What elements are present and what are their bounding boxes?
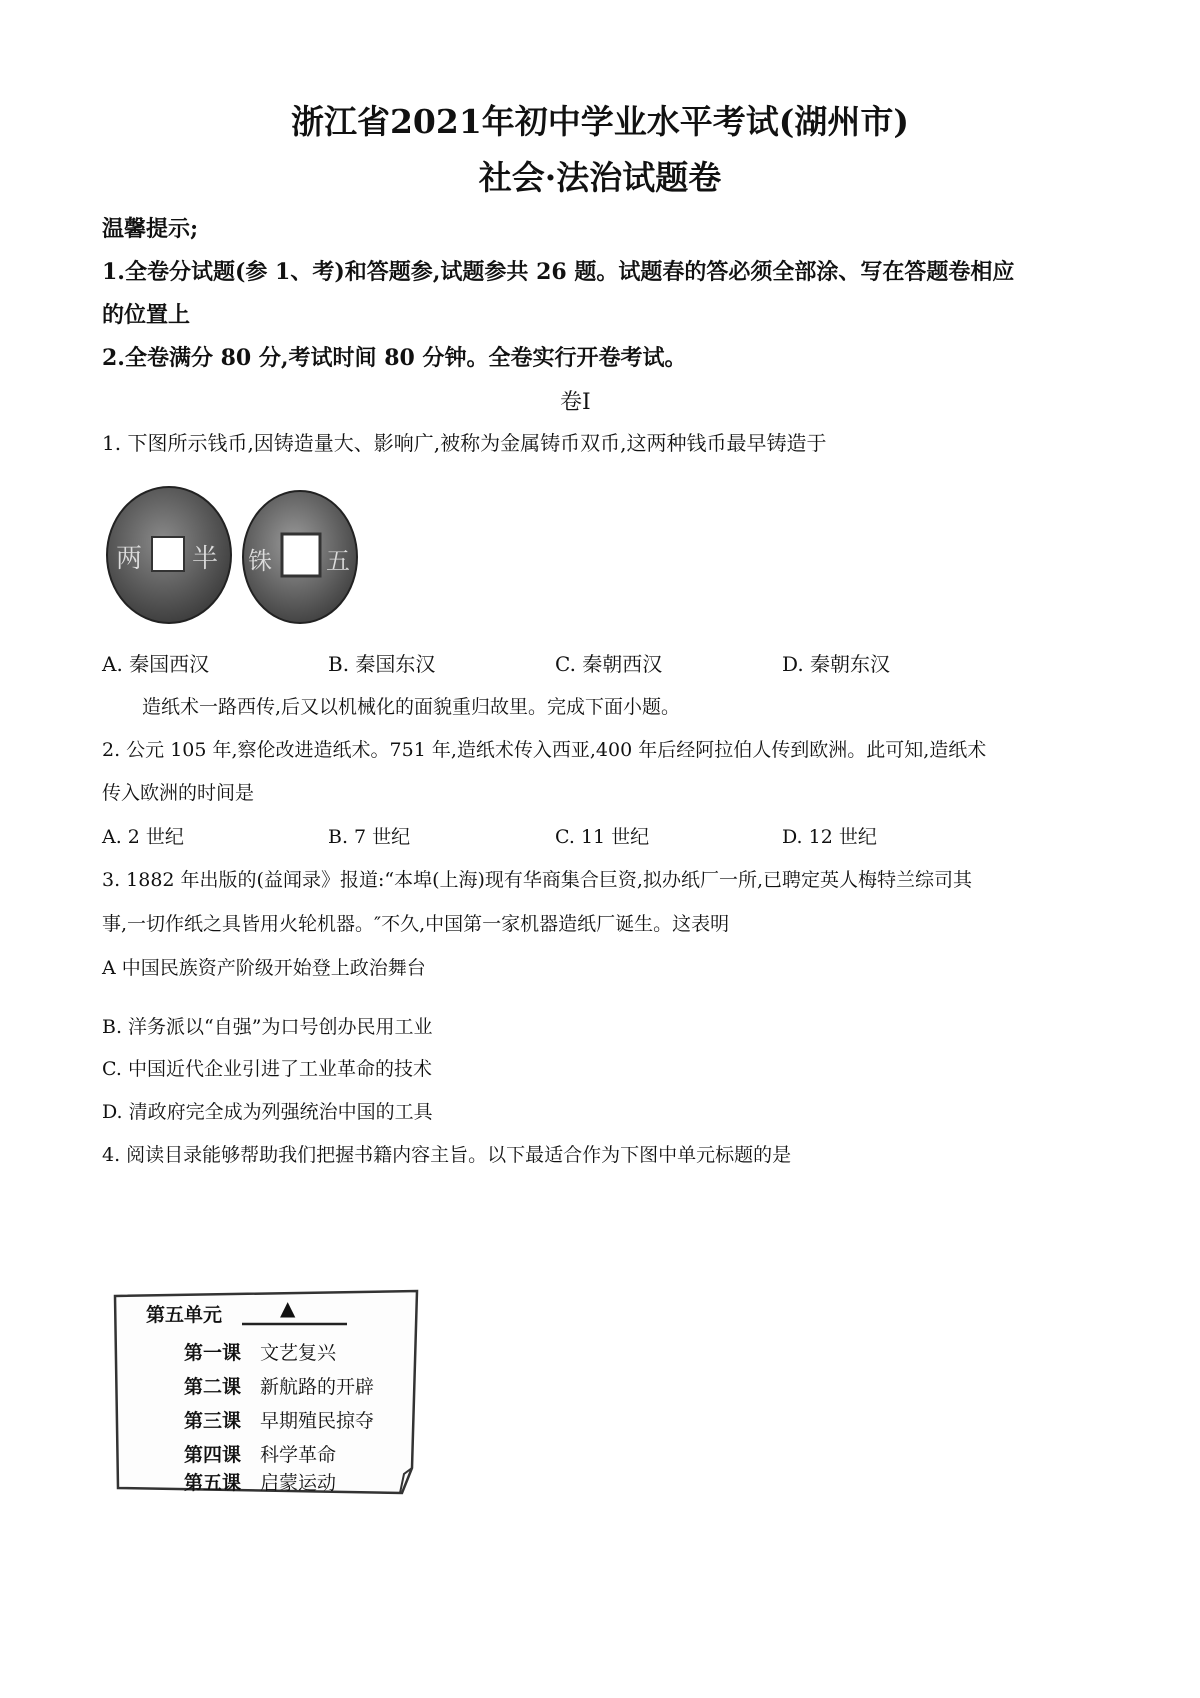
q3-option-a[interactable]: A 中国民族资产阶级开始登上政治舞台 xyxy=(102,957,426,979)
q2-line-1: 2. 公元 105 年,察伦改进造纸术。751 年,造纸术传入西亚,400 年后经阿拉伯人传到欧洲。此可知,造纸术 xyxy=(102,739,987,761)
q1-option-c[interactable]: C. 秦朝西汉 xyxy=(555,652,663,676)
paper-intro: 造纸术一路西传,后又以机械化的面貌重归故里。完成下面小题。 xyxy=(142,696,681,718)
q3-line-2: 事,一切作纸之具皆用火轮机器。″不久,中国第一家机器造纸厂诞生。这表明 xyxy=(102,913,730,935)
svg-text:铢: 铢 xyxy=(248,547,272,575)
toc-lesson-2-number: 第二课 xyxy=(184,1376,242,1398)
section-label: 卷Ⅰ xyxy=(560,390,591,415)
toc-lesson-1-name: 文艺复兴 xyxy=(260,1342,337,1364)
toc-lesson-4-number: 第四课 xyxy=(184,1444,242,1466)
q3-option-d[interactable]: D. 清政府完全成为列强统治中国的工具 xyxy=(102,1101,433,1123)
q4-text: 4. 阅读目录能够帮助我们把握书籍内容主旨。以下最适合作为下图中单元标题的是 xyxy=(102,1144,792,1166)
toc-lesson-4-name: 科学革命 xyxy=(260,1444,337,1466)
toc-lesson-2-name: 新航路的开辟 xyxy=(260,1376,375,1398)
svg-text:两: 两 xyxy=(116,544,143,574)
q2-option-c[interactable]: C. 11 世纪 xyxy=(555,826,650,848)
q2-option-d[interactable]: D. 12 世纪 xyxy=(782,826,877,848)
exam-title: 浙江省2021年初中学业水平考试(湖州市) xyxy=(290,102,910,141)
toc-lesson-3-name: 早期殖民掠夺 xyxy=(260,1410,375,1432)
q2-line-2: 传入欧洲的时间是 xyxy=(102,782,255,804)
toc-title-blank-marker: ▲ xyxy=(280,1296,296,1320)
coin-banliang-image xyxy=(104,485,234,625)
q1-text: 1. 下图所示钱币,因铸造量大、影响广,被称为金属铸币双币,这两种钱币最早铸造于 xyxy=(102,431,827,455)
notice-heading: 温馨提示; xyxy=(102,216,199,242)
svg-text:半: 半 xyxy=(192,544,219,574)
exam-subtitle: 社会·法治试题卷 xyxy=(478,158,722,197)
toc-unit-label: 第五单元 xyxy=(146,1304,223,1326)
toc-lesson-5-name: 启蒙运动 xyxy=(260,1472,337,1494)
q1-option-b[interactable]: B. 秦国东汉 xyxy=(328,652,436,676)
q2-option-b[interactable]: B. 7 世纪 xyxy=(328,826,411,848)
q3-option-c[interactable]: C. 中国近代企业引进了工业革命的技术 xyxy=(102,1058,432,1080)
svg-text:五: 五 xyxy=(326,547,350,575)
toc-lesson-3-number: 第三课 xyxy=(184,1410,242,1432)
q2-option-a[interactable]: A. 2 世纪 xyxy=(102,826,184,848)
table-of-contents-image xyxy=(112,1288,422,1500)
toc-lesson-1-number: 第一课 xyxy=(184,1342,242,1364)
notice-line-1b: 的位置上 xyxy=(102,302,191,328)
q1-option-a[interactable]: A. 秦国西汉 xyxy=(102,652,210,676)
toc-lesson-5-number: 第五课 xyxy=(184,1472,242,1494)
q3-line-1: 3. 1882 年出版的(益闻录》报道:“本埠(上海)现有华商集合巨资,拟办纸厂一所,已聘定英人梅特兰综司其 xyxy=(102,869,972,891)
coin-wuzhu-image xyxy=(240,487,360,627)
notice-line-2: 2.全卷满分 80 分,考试时间 80 分钟。全卷实行开卷考试。 xyxy=(102,345,687,371)
notice-line-1a: 1.全卷分试题(参 1、考)和答题参,试题参共 26 题。试题春的答必须全部涂、写在答题卷相应 xyxy=(102,259,1015,285)
q1-option-d[interactable]: D. 秦朝东汉 xyxy=(782,652,891,676)
q3-option-b[interactable]: B. 洋务派以“自强”为口号创办民用工业 xyxy=(102,1016,433,1038)
